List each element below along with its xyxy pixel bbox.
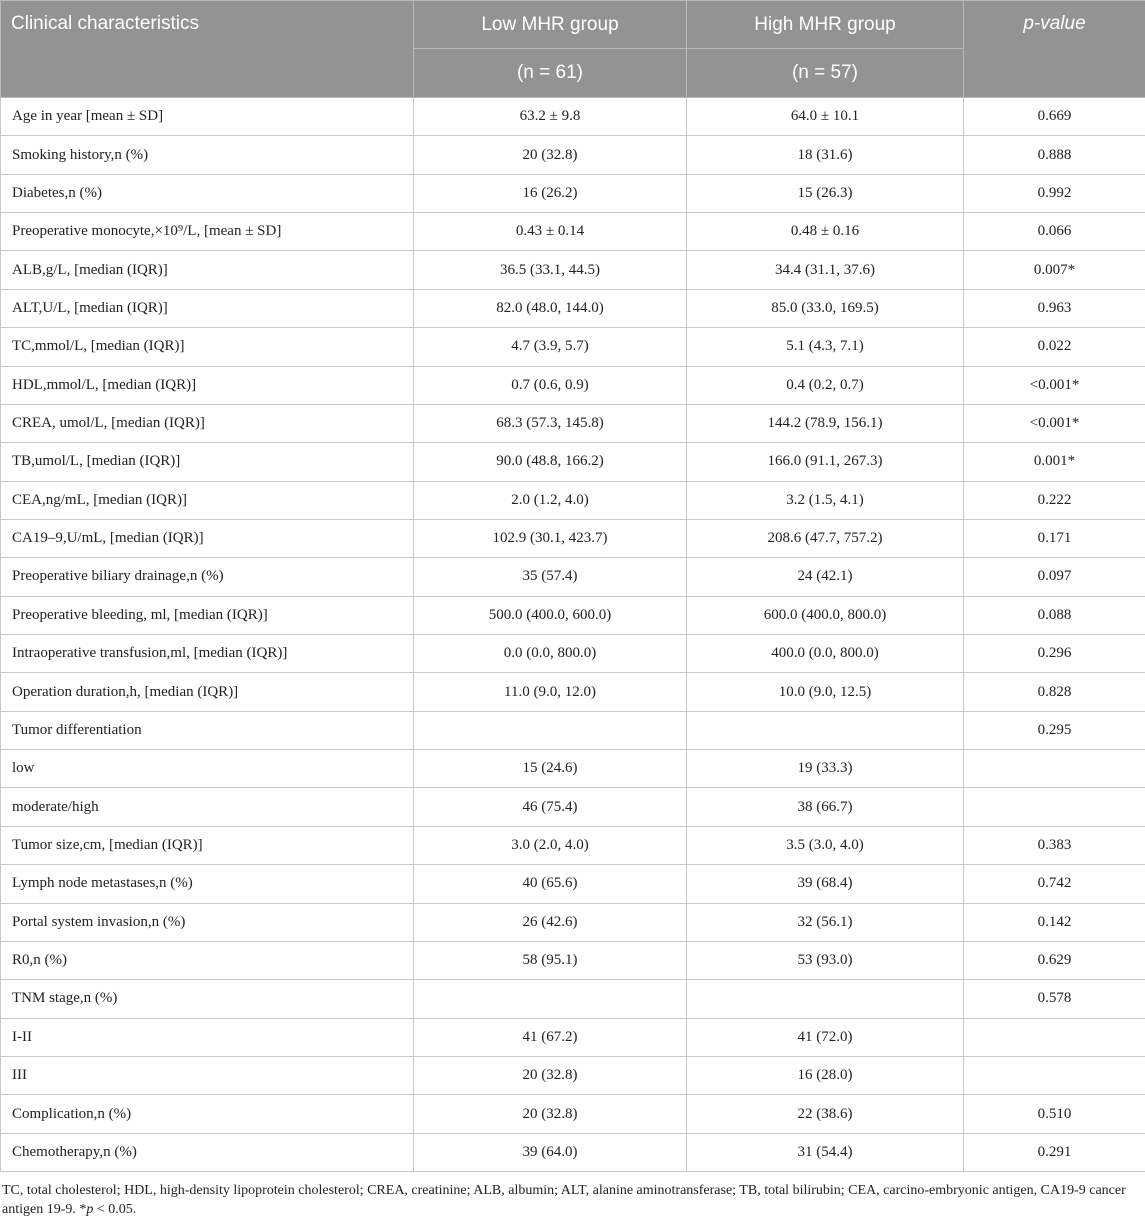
table-row xyxy=(1,213,1145,251)
table-row xyxy=(1,404,1145,442)
row-label: Age in year [mean ± SD] xyxy=(1,98,414,136)
footnote-text: TC, total cholesterol; HDL, high-density lipoprotein cholesterol; CREA, creatinine; ALB, albumin; ALT, alanine aminotransferase; TB, total bilirubin; CEA, carcino-embryonic antigen, CA19-9 cancer antigen 19-9. * xyxy=(2,1183,1126,1217)
high-mhr-value: 3.2 (1.5, 4.1) xyxy=(687,481,964,519)
low-mhr-value: 63.2 ± 9.8 xyxy=(414,98,687,136)
low-mhr-value: 82.0 (48.0, 144.0) xyxy=(414,289,687,327)
p-value-cell: 0.295 xyxy=(964,711,1145,749)
high-mhr-value: 22 (38.6) xyxy=(687,1095,964,1133)
table-body xyxy=(1,98,1145,1172)
low-mhr-value: 0.7 (0.6, 0.9) xyxy=(414,366,687,404)
header-clinical-characteristics: Clinical characteristics xyxy=(1,1,414,98)
row-label: ALB,g/L, [median (IQR)] xyxy=(1,251,414,289)
row-label: TB,umol/L, [median (IQR)] xyxy=(1,443,414,481)
low-mhr-value: 58 (95.1) xyxy=(414,941,687,979)
row-label: Smoking history,n (%) xyxy=(1,136,414,174)
high-mhr-value: 41 (72.0) xyxy=(687,1018,964,1056)
high-mhr-value: 31 (54.4) xyxy=(687,1133,964,1171)
high-mhr-value: 400.0 (0.0, 800.0) xyxy=(687,635,964,673)
table-row xyxy=(1,826,1145,864)
table-row xyxy=(1,788,1145,826)
table-row xyxy=(1,443,1145,481)
p-value-cell: 0.222 xyxy=(964,481,1145,519)
row-label: CREA, umol/L, [median (IQR)] xyxy=(1,404,414,442)
p-value-cell: <0.001* xyxy=(964,404,1145,442)
low-mhr-value xyxy=(414,980,687,1018)
high-mhr-value: 0.4 (0.2, 0.7) xyxy=(687,366,964,404)
table-row xyxy=(1,673,1145,711)
row-label: HDL,mmol/L, [median (IQR)] xyxy=(1,366,414,404)
p-value-cell: 0.578 xyxy=(964,980,1145,1018)
high-mhr-value xyxy=(687,980,964,1018)
low-mhr-value: 20 (32.8) xyxy=(414,136,687,174)
row-label: Intraoperative transfusion,ml, [median (IQR)] xyxy=(1,635,414,673)
p-value-cell: 0.629 xyxy=(964,941,1145,979)
high-mhr-value: 0.48 ± 0.16 xyxy=(687,213,964,251)
p-value-cell: 0.001* xyxy=(964,443,1145,481)
p-value-cell: 0.066 xyxy=(964,213,1145,251)
low-mhr-value: 0.43 ± 0.14 xyxy=(414,213,687,251)
p-value-cell: 0.291 xyxy=(964,1133,1145,1171)
p-value-cell xyxy=(964,750,1145,788)
low-mhr-value: 46 (75.4) xyxy=(414,788,687,826)
table-row xyxy=(1,980,1145,1018)
row-label: Tumor size,cm, [median (IQR)] xyxy=(1,826,414,864)
table-row xyxy=(1,1018,1145,1056)
table-footnote xyxy=(2,1181,1142,1219)
low-mhr-value: 35 (57.4) xyxy=(414,558,687,596)
high-mhr-value: 53 (93.0) xyxy=(687,941,964,979)
table-row xyxy=(1,1133,1145,1171)
high-mhr-value: 85.0 (33.0, 169.5) xyxy=(687,289,964,327)
row-label: I-II xyxy=(1,1018,414,1056)
p-value-cell: <0.001* xyxy=(964,366,1145,404)
row-label: III xyxy=(1,1056,414,1094)
table-row xyxy=(1,1095,1145,1133)
low-mhr-value: 4.7 (3.9, 5.7) xyxy=(414,328,687,366)
row-label: Complication,n (%) xyxy=(1,1095,414,1133)
table-row xyxy=(1,865,1145,903)
row-label: Operation duration,h, [median (IQR)] xyxy=(1,673,414,711)
table-row xyxy=(1,251,1145,289)
table-row xyxy=(1,750,1145,788)
row-label: CEA,ng/mL, [median (IQR)] xyxy=(1,481,414,519)
header-low-mhr-n: (n = 61) xyxy=(414,49,687,98)
low-mhr-value: 36.5 (33.1, 44.5) xyxy=(414,251,687,289)
p-value-cell: 0.383 xyxy=(964,826,1145,864)
row-label: TNM stage,n (%) xyxy=(1,980,414,1018)
p-value-cell: 0.097 xyxy=(964,558,1145,596)
row-label: Diabetes,n (%) xyxy=(1,174,414,212)
high-mhr-value: 38 (66.7) xyxy=(687,788,964,826)
table-row xyxy=(1,174,1145,212)
low-mhr-value: 0.0 (0.0, 800.0) xyxy=(414,635,687,673)
low-mhr-value: 90.0 (48.8, 166.2) xyxy=(414,443,687,481)
row-label: low xyxy=(1,750,414,788)
header-p-value: p-value xyxy=(964,1,1145,98)
table-row xyxy=(1,289,1145,327)
p-value-cell: 0.510 xyxy=(964,1095,1145,1133)
high-mhr-value: 166.0 (91.1, 267.3) xyxy=(687,443,964,481)
table-row xyxy=(1,366,1145,404)
table-row xyxy=(1,635,1145,673)
p-value-cell: 0.963 xyxy=(964,289,1145,327)
high-mhr-value: 5.1 (4.3, 7.1) xyxy=(687,328,964,366)
high-mhr-value: 39 (68.4) xyxy=(687,865,964,903)
low-mhr-value: 102.9 (30.1, 423.7) xyxy=(414,519,687,557)
table-row xyxy=(1,903,1145,941)
row-label: Preoperative bleeding, ml, [median (IQR)] xyxy=(1,596,414,634)
row-label: R0,n (%) xyxy=(1,941,414,979)
low-mhr-value: 68.3 (57.3, 145.8) xyxy=(414,404,687,442)
footnote-p-symbol: p xyxy=(86,1202,94,1217)
low-mhr-value: 2.0 (1.2, 4.0) xyxy=(414,481,687,519)
p-value-cell: 0.742 xyxy=(964,865,1145,903)
p-value-cell: 0.142 xyxy=(964,903,1145,941)
low-mhr-value: 40 (65.6) xyxy=(414,865,687,903)
row-label: CA19–9,U/mL, [median (IQR)] xyxy=(1,519,414,557)
p-value-cell: 0.828 xyxy=(964,673,1145,711)
high-mhr-value: 3.5 (3.0, 4.0) xyxy=(687,826,964,864)
high-mhr-value: 208.6 (47.7, 757.2) xyxy=(687,519,964,557)
high-mhr-value: 16 (28.0) xyxy=(687,1056,964,1094)
table-row xyxy=(1,558,1145,596)
table-row xyxy=(1,1056,1145,1094)
low-mhr-value: 39 (64.0) xyxy=(414,1133,687,1171)
p-value-cell xyxy=(964,1056,1145,1094)
header-high-mhr-group: High MHR group xyxy=(687,1,964,49)
row-label: Preoperative monocyte,×10⁹/L, [mean ± SD] xyxy=(1,213,414,251)
p-value-cell xyxy=(964,788,1145,826)
high-mhr-value: 64.0 ± 10.1 xyxy=(687,98,964,136)
high-mhr-value: 10.0 (9.0, 12.5) xyxy=(687,673,964,711)
row-label: Chemotherapy,n (%) xyxy=(1,1133,414,1171)
row-label: TC,mmol/L, [median (IQR)] xyxy=(1,328,414,366)
high-mhr-value: 24 (42.1) xyxy=(687,558,964,596)
low-mhr-value: 15 (24.6) xyxy=(414,750,687,788)
table-row xyxy=(1,136,1145,174)
low-mhr-value: 41 (67.2) xyxy=(414,1018,687,1056)
table-row xyxy=(1,711,1145,749)
p-value-cell: 0.007* xyxy=(964,251,1145,289)
high-mhr-value: 600.0 (400.0, 800.0) xyxy=(687,596,964,634)
row-label: Lymph node metastases,n (%) xyxy=(1,865,414,903)
row-label: ALT,U/L, [median (IQR)] xyxy=(1,289,414,327)
low-mhr-value: 26 (42.6) xyxy=(414,903,687,941)
footnote-tail: < 0.05. xyxy=(93,1202,137,1217)
low-mhr-value: 20 (32.8) xyxy=(414,1095,687,1133)
p-value-cell: 0.669 xyxy=(964,98,1145,136)
low-mhr-value: 3.0 (2.0, 4.0) xyxy=(414,826,687,864)
high-mhr-value xyxy=(687,711,964,749)
low-mhr-value: 500.0 (400.0, 600.0) xyxy=(414,596,687,634)
low-mhr-value: 11.0 (9.0, 12.0) xyxy=(414,673,687,711)
high-mhr-value: 34.4 (31.1, 37.6) xyxy=(687,251,964,289)
row-label: Portal system invasion,n (%) xyxy=(1,903,414,941)
table-row xyxy=(1,596,1145,634)
high-mhr-value: 15 (26.3) xyxy=(687,174,964,212)
high-mhr-value: 18 (31.6) xyxy=(687,136,964,174)
high-mhr-value: 32 (56.1) xyxy=(687,903,964,941)
row-label: Preoperative biliary drainage,n (%) xyxy=(1,558,414,596)
low-mhr-value: 16 (26.2) xyxy=(414,174,687,212)
row-label: moderate/high xyxy=(1,788,414,826)
table-row xyxy=(1,328,1145,366)
table-header xyxy=(1,1,1145,98)
header-high-mhr-n: (n = 57) xyxy=(687,49,964,98)
p-value-cell: 0.296 xyxy=(964,635,1145,673)
p-value-cell: 0.022 xyxy=(964,328,1145,366)
header-low-mhr-group: Low MHR group xyxy=(414,1,687,49)
table-row xyxy=(1,941,1145,979)
p-value-cell: 0.888 xyxy=(964,136,1145,174)
low-mhr-value: 20 (32.8) xyxy=(414,1056,687,1094)
p-value-cell xyxy=(964,1018,1145,1056)
table-row xyxy=(1,481,1145,519)
high-mhr-value: 19 (33.3) xyxy=(687,750,964,788)
row-label: Tumor differentiation xyxy=(1,711,414,749)
p-value-cell: 0.088 xyxy=(964,596,1145,634)
low-mhr-value xyxy=(414,711,687,749)
p-value-cell: 0.171 xyxy=(964,519,1145,557)
table-row xyxy=(1,98,1145,136)
p-value-cell: 0.992 xyxy=(964,174,1145,212)
high-mhr-value: 144.2 (78.9, 156.1) xyxy=(687,404,964,442)
table-row xyxy=(1,519,1145,557)
